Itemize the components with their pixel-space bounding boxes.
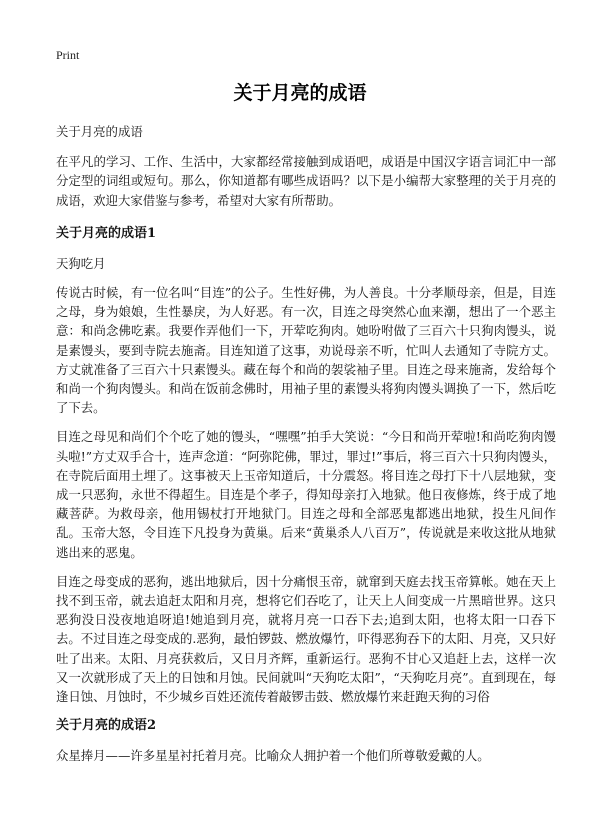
intro-paragraph: 在平凡的学习、工作、生活中，大家都经常接触到成语吧，成语是中国汉字语言词汇中一部分定型的词组或短句。那么，你知道都有哪些成语吗？以下是小编帮大家整理的关于月亮的成语，欢迎大家借鉴与参考，希望对大家有所帮助。 (56, 154, 556, 208)
print-label: Print (56, 48, 80, 62)
section-heading-2: 关于月亮的成语2 (56, 718, 157, 734)
idiom-entry-2: 众星捧月——许多星星衬托着月亮。比喻众人拥护着一个他们所尊敬爱戴的人。 (56, 748, 490, 764)
section-heading-1: 关于月亮的成语1 (56, 225, 157, 241)
subtitle: 关于月亮的成语 (56, 124, 143, 139)
page-title: 关于月亮的成语 (233, 82, 367, 104)
story-paragraph-2: 目连之母见和尚们个个吃了她的馒头，“嘿嘿”拍手大笑说：“今日和尚开荤啦!和尚吃狗肉馒头啦!”方丈双手合十，连声念道：“阿弥陀佛，罪过，罪过!”事后，将三百六十只狗肉馒头，在寺院后面用土埋了。这事被天上玉帝知道后，十分震怒。将目连之母打下十八层地狱，变成一只恶狗，永世不得超生。目连是个孝子，得知母亲打入地狱。他日夜修炼，终于成了地藏菩萨。为救母亲，他用锡杖打开地狱门。目连之母和全部恶鬼都逃出地狱，投生凡间作乱。玉帝大怒，令目连下凡投身为黄巢。后来“黄巢杀人八百万”，传说就是来收这批从地狱逃出来的恶鬼。 (56, 429, 556, 560)
idiom-entry-1: 天狗吃月 (56, 255, 106, 271)
story-paragraph-3: 目连之母变成的恶狗，逃出地狱后，因十分痛恨玉帝，就窜到天庭去找玉帝算帐。她在天上找不到玉帝，就去追赶太阳和月亮，想将它们吞吃了，让天上人间变成一片黑暗世界。这只恶狗没日没夜地追呀追!她追到月亮，就将月亮一口吞下去;追到太阳，也将太阳一口吞下去。不过目连之母变成的.恶狗，最怕锣鼓、燃放爆竹，吓得恶狗吞下的太阳、月亮，又只好吐了出来。太阳、月亮获救后，又日月齐辉，重新运行。恶狗不甘心又追赶上去，这样一次又一次就形成了天上的日蚀和月蚀。民间就叫“天狗吃太阳”，“天狗吃月亮”。直到现在，每逢日蚀、月蚀时，不少城乡百姓还流传着敲锣击鼓、燃放爆竹来赶跑天狗的习俗 (56, 573, 556, 705)
document-body (56, 122, 556, 775)
story-paragraph-1: 传说古时候，有一位名叫“目连”的公子。生性好佛，为人善良。十分孝顺母亲，但是，目连之母，身为娘娘，生性暴戾，为人好恶。有一次，目连之母突然心血来潮，想出了一个恶主意：和尚念佛吃素。我要作弄他们一下，开荤吃狗肉。她吩咐做了三百六十只狗肉馒头，说是素馒头，要到寺院去施斋。目连知道了这事，劝说母亲不听，忙叫人去通知了寺院方丈。方丈就准备了三百六十只素馒头。藏在每个和尚的袈裟袖子里。目连之母来施斋，发给每个和尚一个狗肉馒头。和尚在饭前念佛时，用袖子里的素馒头将狗肉馒头调换了一下，然后吃了下去。 (56, 285, 556, 416)
